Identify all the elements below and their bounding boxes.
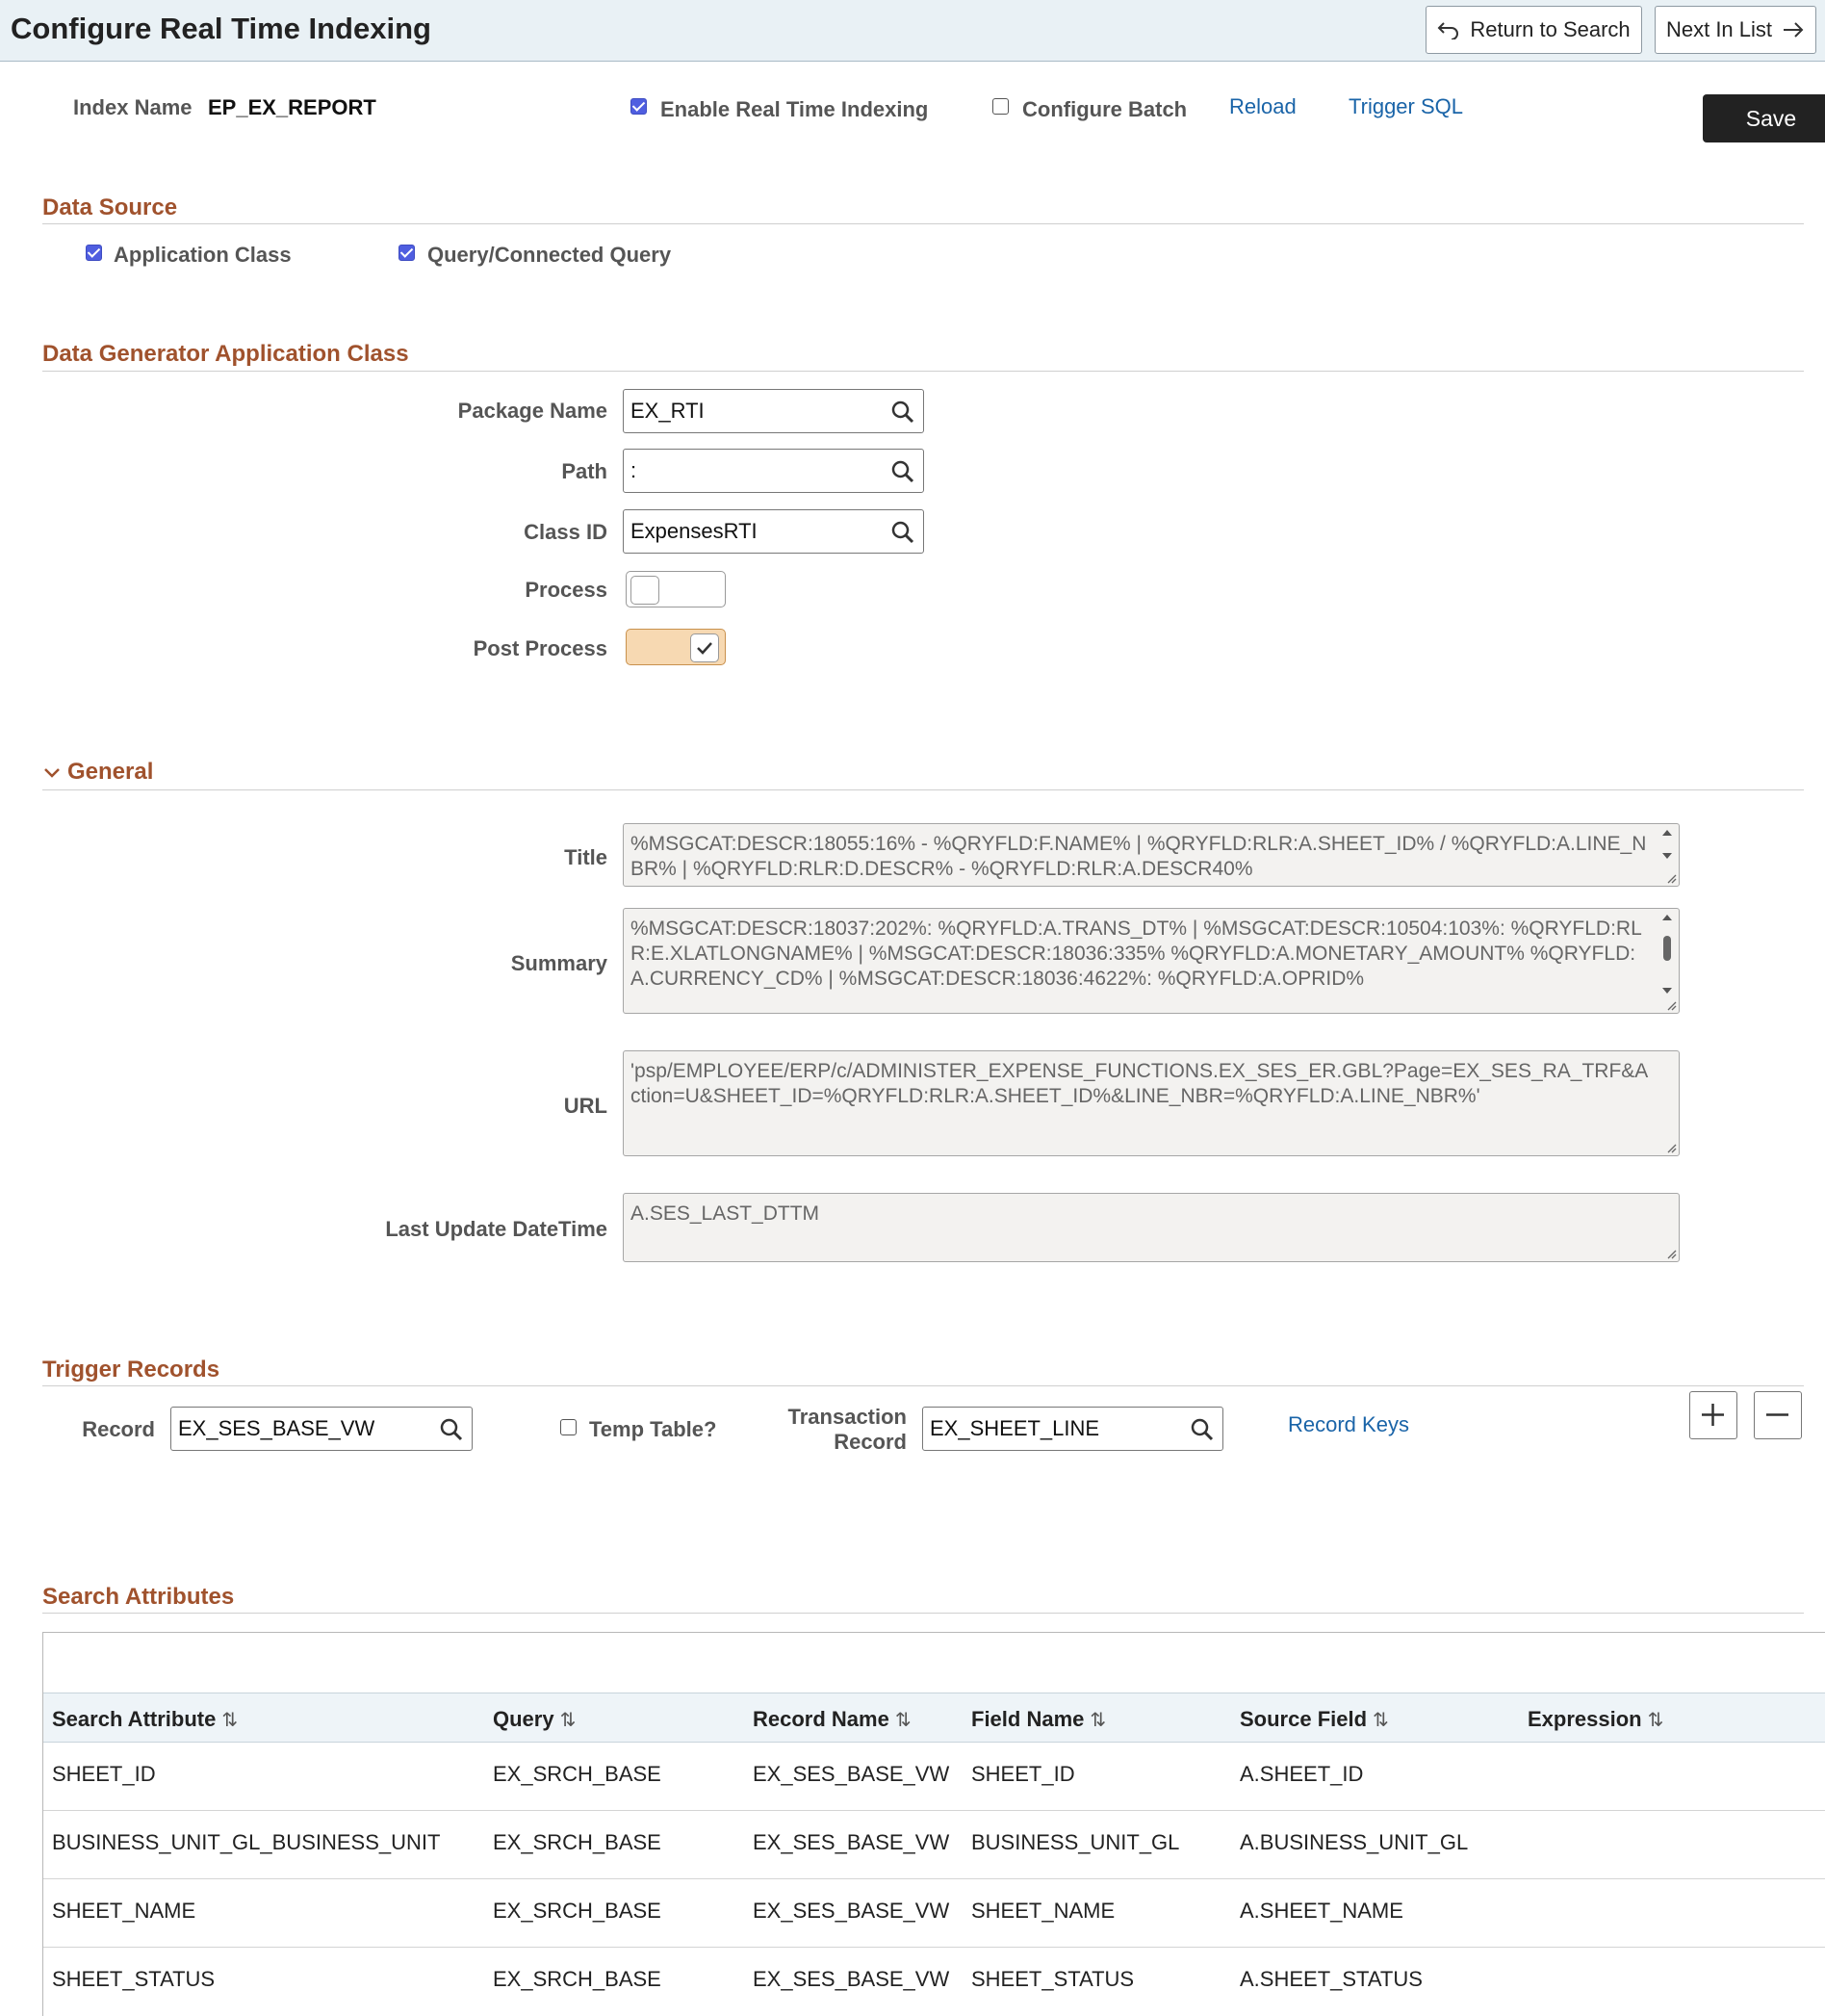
- search-icon[interactable]: [1190, 1417, 1215, 1442]
- add-row-button[interactable]: [1689, 1391, 1737, 1439]
- process-label: Process: [525, 578, 607, 602]
- last-update-datetime-label: Last Update DateTime: [385, 1217, 607, 1241]
- class-id-label: Class ID: [524, 520, 607, 544]
- table-cell: EX_SES_BASE_VW: [753, 1762, 950, 1786]
- summary-label: Summary: [510, 951, 607, 975]
- last-update-datetime-value: A.SES_LAST_DTTM: [630, 1202, 820, 1225]
- temp-table-label: Temp Table?: [589, 1417, 717, 1441]
- title-textarea[interactable]: [623, 823, 1680, 887]
- arrow-right-icon: [1782, 20, 1805, 39]
- page-header: [0, 0, 1825, 62]
- record-value: EX_SES_BASE_VW: [178, 1416, 375, 1440]
- section-divider: [42, 1613, 1804, 1614]
- return-to-search-button[interactable]: [1426, 6, 1642, 54]
- application-class-checkbox[interactable]: [86, 245, 102, 261]
- sort-icon[interactable]: ⇅: [1373, 1710, 1389, 1731]
- search-attributes-section-title: Search Attributes: [42, 1584, 235, 1610]
- temp-table-checkbox[interactable]: [560, 1419, 577, 1435]
- search-attributes-grid: [42, 1632, 1825, 2016]
- table-cell: BUSINESS_UNIT_GL: [971, 1830, 1180, 1854]
- process-toggle[interactable]: [626, 571, 726, 607]
- next-in-list-label: Next In List: [1665, 17, 1773, 41]
- index-name-value: EP_EX_REPORT: [208, 95, 376, 119]
- package-name-value: EX_RTI: [630, 399, 705, 423]
- next-in-list-button[interactable]: [1655, 6, 1816, 54]
- path-value: :: [630, 458, 637, 482]
- general-section-title[interactable]: General: [67, 759, 154, 785]
- post-process-toggle[interactable]: [626, 629, 726, 665]
- table-cell: SHEET_NAME: [52, 1899, 196, 1923]
- search-icon[interactable]: [890, 520, 915, 545]
- column-header-record-name[interactable]: Record Name ⇅: [753, 1707, 912, 1731]
- column-header-search-attribute[interactable]: Search Attribute ⇅: [52, 1707, 239, 1731]
- table-cell: A.BUSINESS_UNIT_GL: [1240, 1830, 1469, 1854]
- table-cell: EX_SRCH_BASE: [493, 1967, 661, 1991]
- table-cell: EX_SRCH_BASE: [493, 1899, 661, 1923]
- row-divider: [43, 1878, 1825, 1879]
- search-icon[interactable]: [890, 459, 915, 484]
- return-to-search-label: Return to Search: [1470, 17, 1631, 41]
- summary-value: %MSGCAT:DESCR:18037:202%: %QRYFLD:A.TRANS_DT% | %MSGCAT:DESCR:10504:103%: %QRYFLD:RLR:E.XLATLONGNAME% | %MSGCAT:DESCR:18036:335% %QRYFLD:A.MONETARY_AMOUNT% %QRYFLD:A.CURRENCY_CD% | %MSGCAT:DESCR:18036:4622%: %QRYFLD:A.OPRID%: [630, 918, 1642, 990]
- toggle-knob: [630, 576, 659, 605]
- path-label: Path: [561, 459, 607, 483]
- resize-handle-icon[interactable]: [1665, 999, 1677, 1011]
- class-id-input[interactable]: [623, 509, 924, 554]
- section-divider: [42, 789, 1804, 790]
- search-icon[interactable]: [439, 1417, 464, 1442]
- url-textarea[interactable]: [623, 1050, 1680, 1156]
- table-cell: EX_SES_BASE_VW: [753, 1967, 950, 1991]
- record-keys-link[interactable]: Record Keys: [1288, 1412, 1409, 1436]
- data-generator-section-title: Data Generator Application Class: [42, 341, 409, 367]
- configure-batch-checkbox[interactable]: [992, 98, 1009, 115]
- search-icon[interactable]: [890, 400, 915, 425]
- table-cell: EX_SES_BASE_VW: [753, 1899, 950, 1923]
- enable-rti-label: Enable Real Time Indexing: [660, 97, 929, 121]
- summary-textarea[interactable]: [623, 908, 1680, 1014]
- url-value: 'psp/EMPLOYEE/ERP/c/ADMINISTER_EXPENSE_FUNCTIONS.EX_SES_ER.GBL?Page=EX_SES_RA_TRF&Action=U&SHEET_ID=%QRYFLD:RLR:A.SHEET_ID%&LINE_NBR=%QRYFLD:A.LINE_NBR%': [630, 1060, 1649, 1107]
- package-name-input[interactable]: [623, 389, 924, 433]
- table-cell: A.SHEET_ID: [1240, 1762, 1364, 1786]
- save-button[interactable]: Save: [1703, 94, 1825, 142]
- page-title: Configure Real Time Indexing: [11, 12, 431, 45]
- column-header-expression[interactable]: Expression ⇅: [1528, 1707, 1664, 1731]
- minus-icon: [1755, 1392, 1800, 1437]
- sort-icon[interactable]: ⇅: [1647, 1710, 1664, 1731]
- table-cell: SHEET_NAME: [971, 1899, 1116, 1923]
- checkmark-icon: [691, 634, 718, 661]
- sort-icon[interactable]: ⇅: [894, 1710, 912, 1731]
- transaction-record-value: EX_SHEET_LINE: [930, 1416, 1100, 1440]
- section-divider: [42, 223, 1804, 224]
- resize-handle-icon[interactable]: [1665, 1248, 1677, 1259]
- trigger-sql-link[interactable]: Trigger SQL: [1349, 94, 1464, 118]
- query-connected-query-label: Query/Connected Query: [427, 243, 672, 267]
- row-divider: [43, 1947, 1825, 1948]
- configure-batch-label: Configure Batch: [1022, 97, 1188, 121]
- toggle-knob: [690, 633, 719, 662]
- record-label: Record: [82, 1417, 155, 1441]
- section-divider: [42, 371, 1804, 372]
- transaction-record-input[interactable]: [922, 1407, 1223, 1451]
- package-name-label: Package Name: [457, 399, 607, 423]
- enable-rti-checkbox[interactable]: [630, 98, 647, 115]
- chevron-down-icon[interactable]: [42, 763, 62, 783]
- class-id-value: ExpensesRTI: [630, 519, 758, 543]
- application-class-label: Application Class: [114, 243, 292, 267]
- delete-row-button[interactable]: [1754, 1391, 1802, 1439]
- scroll-arrows-icon[interactable]: [1659, 827, 1675, 862]
- data-source-section-title: Data Source: [42, 194, 178, 220]
- plus-icon: [1690, 1392, 1735, 1437]
- table-cell: EX_SRCH_BASE: [493, 1762, 661, 1786]
- row-divider: [43, 1810, 1825, 1811]
- url-label: URL: [563, 1094, 607, 1118]
- index-name-label: Index Name: [73, 95, 193, 119]
- transaction-label: Transaction: [787, 1405, 907, 1429]
- query-connected-query-checkbox[interactable]: [398, 245, 415, 261]
- record-input[interactable]: [170, 1407, 473, 1451]
- sort-icon[interactable]: ⇅: [221, 1710, 239, 1731]
- table-cell: SHEET_STATUS: [52, 1967, 216, 1991]
- reload-link[interactable]: Reload: [1229, 94, 1297, 118]
- return-arrow-icon: [1437, 20, 1460, 39]
- resize-handle-icon[interactable]: [1665, 1142, 1677, 1153]
- section-divider: [42, 1385, 1804, 1386]
- scrollbar-icon[interactable]: [1659, 912, 1675, 1008]
- post-process-label: Post Process: [473, 636, 607, 660]
- table-cell: SHEET_ID: [52, 1762, 156, 1786]
- transaction-record-label: Record: [834, 1430, 907, 1454]
- table-cell: SHEET_ID: [971, 1762, 1075, 1786]
- column-header-field-name[interactable]: Field Name ⇅: [971, 1707, 1107, 1731]
- sort-icon[interactable]: ⇅: [559, 1710, 577, 1731]
- table-cell: EX_SES_BASE_VW: [753, 1830, 950, 1854]
- sort-icon[interactable]: ⇅: [1090, 1710, 1107, 1731]
- last-update-datetime-textarea[interactable]: [623, 1193, 1680, 1262]
- table-cell: BUSINESS_UNIT_GL_BUSINESS_UNIT: [52, 1830, 441, 1854]
- table-cell: A.SHEET_NAME: [1240, 1899, 1403, 1923]
- title-value: %MSGCAT:DESCR:18055:16% - %QRYFLD:F.NAME% | %QRYFLD:RLR:A.SHEET_ID% / %QRYFLD:A.LINE_NBR% | %QRYFLD:RLR:D.DESCR% - %QRYFLD:RLR:A.DESCR40%: [630, 833, 1647, 880]
- title-label: Title: [564, 845, 607, 869]
- path-input[interactable]: [623, 449, 924, 493]
- table-cell: EX_SRCH_BASE: [493, 1830, 661, 1854]
- column-header-source-field[interactable]: Source Field ⇅: [1240, 1707, 1389, 1731]
- column-header-query[interactable]: Query ⇅: [493, 1707, 577, 1731]
- table-cell: SHEET_STATUS: [971, 1967, 1135, 1991]
- table-cell: A.SHEET_STATUS: [1240, 1967, 1423, 1991]
- resize-handle-icon[interactable]: [1665, 872, 1677, 884]
- trigger-records-section-title: Trigger Records: [42, 1357, 220, 1383]
